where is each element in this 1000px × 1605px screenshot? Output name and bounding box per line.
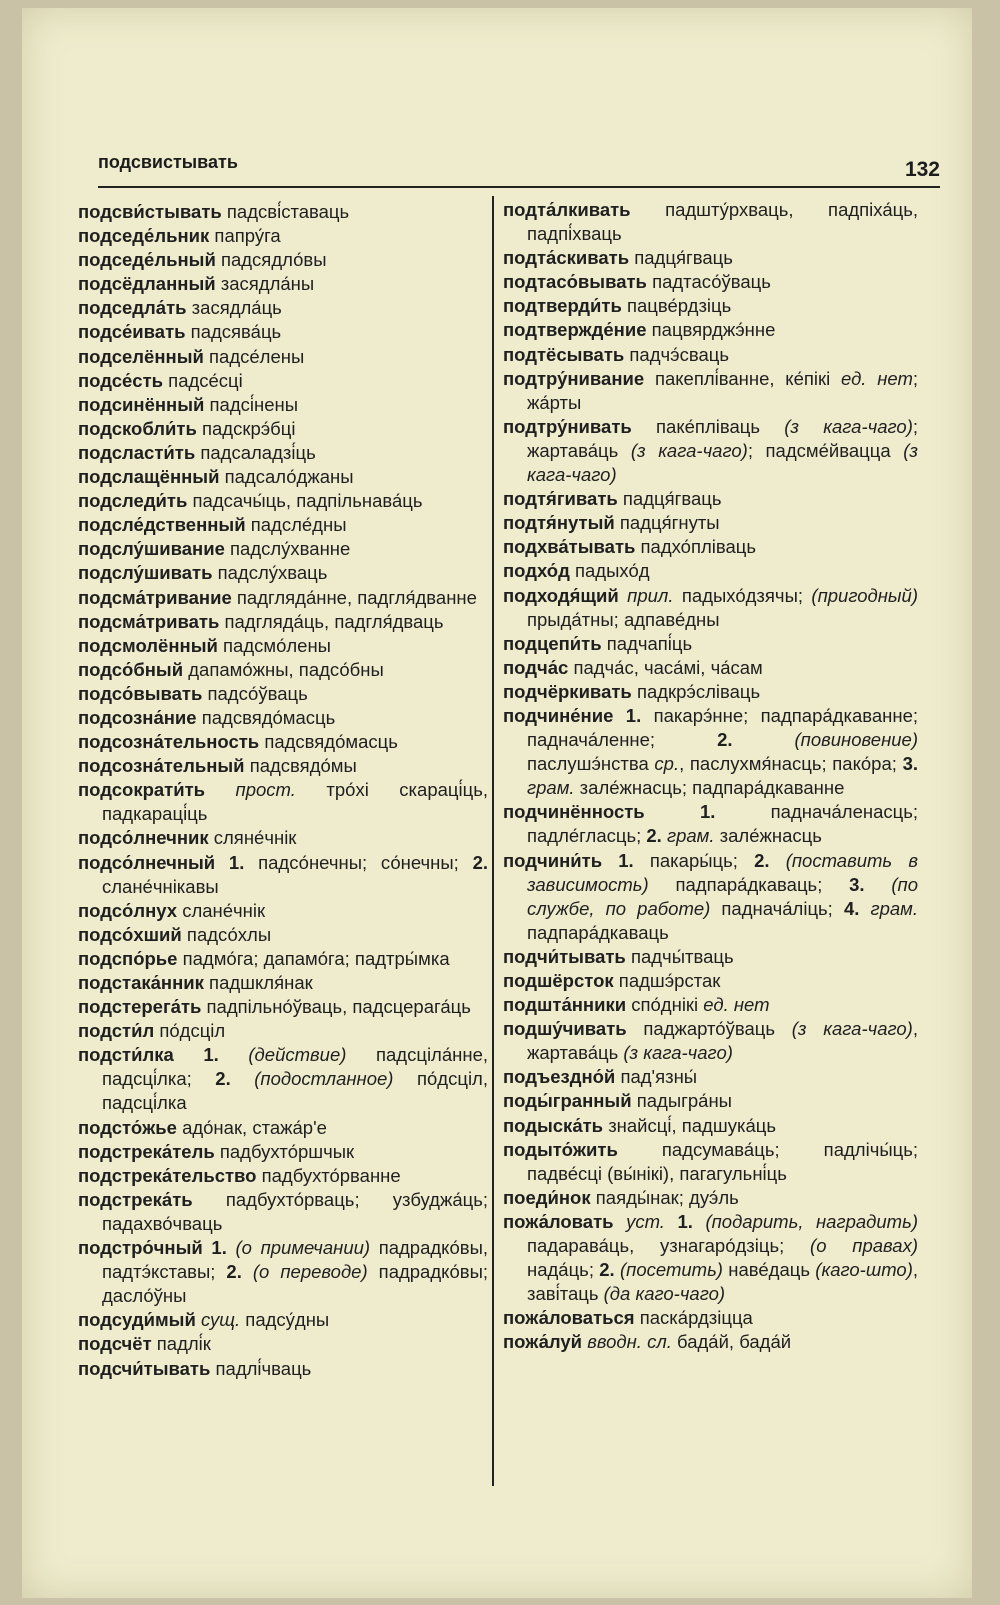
entry-headword: подсуди́мый: [78, 1309, 196, 1331]
sense-number: 2.: [754, 849, 770, 871]
entry-headword: подсти́лка: [78, 1044, 174, 1066]
entry-translation: [865, 874, 892, 895]
entry-translation: [231, 1068, 255, 1089]
entry-translation: падшкля́нак: [209, 972, 313, 993]
entry-headword: подтя́нутый: [503, 512, 615, 534]
entry-headword: подсласти́ть: [78, 441, 196, 463]
entry-headword: подсозна́тельный: [78, 755, 245, 777]
dictionary-entry: [78, 465, 488, 489]
entry-translation: падмо́га; дапамо́га; падтры́мка: [182, 947, 450, 969]
entry-headword: подстрека́тельство: [78, 1164, 257, 1186]
entry-translation: [227, 1237, 236, 1258]
entry-headword: подчи́тывать: [503, 945, 626, 967]
entry-label: грам.: [527, 777, 575, 799]
entry-translation: падсле́дны: [250, 514, 347, 536]
entry-translation: падсачы́ць, падпільнава́ць: [192, 490, 423, 512]
entry-translation: падбухто́рваць; узбуджа́ць; падахво́чваць: [102, 1188, 488, 1234]
right-column: [503, 198, 918, 1355]
entry-translation: падыгра́ны: [636, 1090, 732, 1112]
dictionary-entry: [78, 778, 488, 826]
entry-headword: пожа́ловать: [503, 1210, 614, 1232]
entry-label: (каго-што): [815, 1259, 913, 1281]
entry-headword: подсмолённый: [78, 634, 218, 656]
dictionary-entry: [503, 415, 918, 487]
entry-headword: подтвержде́ние: [503, 319, 647, 341]
entry-translation: падпара́дкаваць;: [648, 873, 850, 895]
dictionary-entry: [78, 200, 488, 224]
sense-number: 1.: [618, 849, 634, 871]
sense-number: 3.: [902, 753, 918, 775]
entry-headword: подтёсывать: [503, 343, 625, 365]
entry-headword: подхва́тывать: [503, 536, 636, 558]
entry-translation: падсві́ставаць: [226, 201, 350, 222]
entry-translation: падсвядо́масць: [264, 731, 398, 753]
entry-headword: подчёркивать: [503, 680, 632, 702]
entry-label: (подостланное): [254, 1068, 394, 1090]
entry-translation: падбухто́рванне: [261, 1164, 401, 1186]
dictionary-entry: [78, 224, 488, 248]
entry-headword: поды́гранный: [503, 1090, 632, 1112]
dictionary-entry: [503, 1017, 918, 1065]
entry-headword: подсозна́тельность: [78, 731, 260, 753]
dictionary-entry: [78, 1332, 488, 1356]
entry-translation: падсі́нены: [209, 393, 298, 415]
entry-translation: пацве́рдзіць: [626, 295, 732, 317]
entry-translation: ; падсме́йвацца: [747, 439, 904, 461]
entry-translation: падсмо́лены: [223, 634, 331, 656]
entry-headword: подсо́лнечный: [78, 851, 216, 873]
entry-translation: падрадко́вы; дасло́ўны: [102, 1261, 488, 1307]
dictionary-entry: [78, 658, 488, 682]
entry-translation: [242, 1261, 253, 1282]
entry-headword: подсти́л: [78, 1020, 155, 1042]
entry-headword: подслу́шивание: [78, 538, 225, 560]
dictionary-entry: [503, 680, 918, 704]
entry-headword: подшёрсток: [503, 970, 614, 991]
entry-headword: подчини́ть: [503, 849, 603, 871]
entry-translation: падслу́хваць: [217, 562, 328, 584]
entry-translation: падшэ́рстак: [618, 970, 721, 991]
dictionary-entry: [503, 584, 918, 632]
entry-translation: падсумава́ць; падлічы́ць; падве́сці (вы́нікі), пагагульні́ць: [527, 1138, 918, 1184]
entry-headword: подхо́д: [503, 560, 570, 582]
entry-headword: подцепи́ть: [503, 632, 602, 654]
entry-translation: засядла́ны: [220, 273, 315, 295]
entry-translation: зале́жнасць: [714, 825, 822, 847]
dictionary-entry: [503, 1114, 918, 1138]
entry-label: (подарить, наградить): [705, 1210, 918, 1232]
entry-translation: бада́й, бада́й: [671, 1331, 792, 1353]
entry-headword: подтру́нивать: [503, 415, 632, 437]
entry-headword: подсви́стывать: [78, 201, 222, 222]
entry-label: ср.: [654, 753, 680, 775]
entry-label: (да каго-чаго): [603, 1283, 726, 1305]
entry-translation: , паслухмя́насць; пако́ра;: [679, 753, 903, 775]
dictionary-entry: [78, 971, 488, 995]
dictionary-entry: [78, 369, 488, 393]
entry-translation: паслушэ́нства: [527, 753, 655, 775]
dictionary-entry: [503, 535, 918, 559]
entry-translation: падсвядо́масць: [201, 706, 336, 728]
dictionary-entry: [78, 1043, 488, 1115]
entry-translation: падсе́лены: [209, 345, 305, 367]
entry-headword: подтя́гивать: [503, 488, 618, 510]
entry-headword: подсо́лнечник: [78, 827, 209, 849]
sense-number: 4.: [843, 897, 860, 919]
dictionary-entry: [503, 367, 918, 415]
entry-translation: пакары́ць;: [633, 849, 755, 871]
dictionary-entry: [78, 537, 488, 561]
entry-label: грам.: [666, 825, 715, 847]
entry-translation: засядла́ць: [191, 297, 282, 319]
entry-headword: подслу́шивать: [78, 562, 213, 584]
entry-label: вводн. сл.: [587, 1331, 672, 1353]
entry-translation: [859, 898, 870, 919]
entry-label: (по службе, по работе): [527, 873, 918, 919]
entry-label: (о правах): [810, 1235, 918, 1257]
entry-headword: подта́лкивать: [503, 199, 631, 220]
entry-headword: подсчи́тывать: [78, 1357, 211, 1379]
entry-label: (з кага-чаго): [784, 415, 913, 437]
entry-label: грам.: [870, 897, 919, 919]
entry-label: ед. нет: [840, 367, 913, 389]
entry-translation: , жартава́ць: [527, 1018, 918, 1064]
entry-headword: подходя́щий: [503, 584, 619, 606]
entry-translation: слане́чнікавы: [102, 875, 219, 897]
dictionary-entry: [78, 826, 488, 850]
dictionary-entry: [503, 1089, 918, 1113]
entry-headword: подта́скивать: [503, 247, 630, 269]
entry-translation: [219, 1044, 249, 1065]
entry-translation: [665, 1211, 678, 1232]
dictionary-entry: [78, 1140, 488, 1164]
entry-translation: папру́га: [214, 225, 281, 247]
header-word: подсвистывать: [98, 152, 238, 172]
entry-translation: падслу́хванне: [230, 538, 351, 560]
entry-label: ед. нет: [703, 994, 770, 1016]
entry-headword: подыто́жить: [503, 1138, 618, 1160]
entry-label: (поставить в зависимость): [527, 849, 918, 895]
page-number: 132: [904, 158, 940, 181]
dictionary-entry: [503, 969, 918, 993]
dictionary-entry: [78, 923, 488, 947]
entry-translation: пацвярджэ́нне: [651, 319, 776, 341]
dictionary-entry: [78, 513, 488, 537]
entry-translation: наве́даць: [722, 1259, 816, 1281]
entry-headword: подседе́льник: [78, 225, 210, 247]
dictionary-entry: [503, 945, 918, 969]
dictionary-entry: [78, 1019, 488, 1043]
dictionary-entry: [78, 754, 488, 778]
entry-translation: паднача́ленасць; падле́гласць;: [527, 801, 918, 847]
dictionary-entry: [503, 246, 918, 270]
dictionary-entry: [503, 1065, 918, 1089]
entry-label: уст.: [626, 1210, 665, 1232]
entry-headword: подсле́дственный: [78, 514, 246, 536]
entry-headword: подча́с: [503, 656, 569, 678]
dictionary-entry: [503, 343, 918, 367]
entry-translation: по́дсціл: [159, 1020, 226, 1042]
entry-translation: паднача́ліць;: [710, 897, 844, 919]
entry-translation: падарава́ць, узнагаро́дзіць;: [527, 1235, 811, 1257]
entry-translation: [693, 1211, 706, 1232]
entry-label: (з кага-чаго): [623, 1042, 733, 1064]
entry-translation: , заві́таць: [527, 1259, 918, 1305]
entry-translation: паяды́нак; дуэ́ль: [595, 1186, 739, 1208]
dictionary-entry: [503, 487, 918, 511]
dictionary-entry: [503, 704, 918, 800]
entry-headword: пожа́ловаться: [503, 1307, 635, 1329]
entry-translation: [733, 729, 795, 750]
sense-number: 1.: [211, 1237, 227, 1259]
entry-translation: [770, 850, 786, 871]
dictionary-entry: [78, 634, 488, 658]
entry-label: (о примечании): [235, 1237, 371, 1259]
dictionary-entry: [78, 851, 488, 899]
dictionary-entry: [503, 1330, 918, 1354]
entry-label: прил.: [627, 584, 674, 606]
entry-translation: адо́нак, стажа́р'е: [182, 1116, 327, 1138]
dictionary-entry: [78, 417, 488, 441]
entry-translation: пад'язны́: [620, 1066, 698, 1088]
dictionary-entry: [503, 800, 918, 848]
entry-headword: подъездно́й: [503, 1066, 616, 1088]
entry-translation: падтасо́ўваць: [652, 271, 771, 293]
column-divider: [492, 196, 494, 1486]
entry-headword: подтасо́вывать: [503, 271, 647, 293]
running-header: [98, 144, 940, 188]
entry-headword: подсо́хший: [78, 923, 182, 945]
dictionary-entry: [503, 632, 918, 656]
entry-translation: падлі́чваць: [215, 1357, 312, 1379]
entry-translation: падсе́сці: [168, 369, 243, 391]
dictionary-entry: [78, 610, 488, 634]
dictionary-entry: [78, 1116, 488, 1140]
entry-headword: подшу́чивать: [503, 1018, 627, 1040]
entry-headword: подсинённый: [78, 393, 205, 415]
entry-headword: подстрека́тель: [78, 1140, 215, 1162]
dictionary-entry: [503, 318, 918, 342]
entry-translation: падгляда́ць, падгля́дваць: [224, 610, 444, 632]
entry-headword: подследи́ть: [78, 490, 188, 512]
dictionary-entry: [78, 706, 488, 730]
entry-translation: прыда́тны; адпаве́дны: [527, 608, 720, 630]
entry-translation: падхо́пліваць: [640, 536, 757, 558]
entry-translation: слане́чнік: [182, 899, 266, 921]
entry-headword: подслащённый: [78, 466, 220, 488]
entry-translation: падця́гваць: [634, 247, 733, 269]
dictionary-entry: [503, 993, 918, 1017]
entry-headword: подскобли́ть: [78, 417, 197, 439]
entry-translation: падпільно́ўваць, падсцерага́ць: [206, 996, 471, 1018]
entry-translation: пакеплі́ванне, ке́пікі: [654, 367, 841, 389]
entry-headword: подсократи́ть: [78, 779, 206, 801]
entry-translation: падчы́тваць: [630, 945, 734, 967]
entry-headword: поеди́нок: [503, 1186, 591, 1208]
entry-translation: падсо́ўваць: [207, 682, 308, 704]
entry-label: (посетить): [620, 1259, 723, 1281]
dictionary-entry: [78, 489, 488, 513]
entry-translation: ; жартава́ць: [527, 415, 918, 461]
entry-translation: падсо́нечны; со́нечны;: [244, 851, 473, 873]
entry-headword: подспо́рье: [78, 947, 178, 969]
entry-headword: подсе́ивать: [78, 321, 186, 343]
dictionary-entry: [503, 656, 918, 680]
entry-translation: падкрэ́сліваць: [636, 680, 761, 702]
sense-number: 2.: [646, 825, 662, 847]
dictionary-entry: [503, 1186, 918, 1210]
entry-translation: паке́пліваць: [656, 415, 785, 437]
dictionary-entry: [78, 947, 488, 971]
dictionary-entry: [78, 1164, 488, 1188]
entry-headword: подстака́нник: [78, 972, 204, 993]
dictionary-entry: [503, 511, 918, 535]
entry-label: (пригодный): [811, 584, 918, 606]
entry-headword: подсозна́ние: [78, 706, 197, 728]
entry-headword: подсчёт: [78, 1333, 152, 1355]
dictionary-entry: [78, 899, 488, 923]
entry-translation: падпара́дкаваць: [527, 921, 669, 943]
dictionary-entry: [78, 345, 488, 369]
entry-headword: подтру́нивание: [503, 367, 645, 389]
entry-label: (повиновение): [794, 729, 918, 751]
entry-translation: зале́жнасць; падпара́дкаванне: [574, 777, 845, 799]
entry-translation: падча́с, часа́мі, ча́сам: [573, 656, 763, 678]
entry-translation: сляне́чнік: [213, 827, 297, 849]
sense-number: 2.: [472, 851, 488, 873]
entry-headword: подстерега́ть: [78, 996, 202, 1018]
entry-translation: дапамо́жны, падсо́бны: [188, 658, 384, 680]
entry-headword: подсе́сть: [78, 369, 164, 391]
entry-translation: паска́рдзіцца: [639, 1307, 753, 1329]
entry-headword: подчинённость: [503, 801, 645, 823]
dictionary-entry: [78, 393, 488, 417]
dictionary-entry: [78, 320, 488, 344]
entry-translation: падсо́хлы: [186, 923, 272, 945]
entry-headword: пожа́луй: [503, 1331, 583, 1353]
entry-translation: падсвядо́мы: [249, 755, 357, 777]
entry-label: (з кага-чаго): [791, 1018, 913, 1040]
entry-translation: падгляда́нне, падгля́дванне: [236, 586, 477, 608]
dictionary-entry: [78, 1188, 488, 1236]
entry-translation: падлі́к: [156, 1333, 211, 1355]
sense-number: 1.: [625, 704, 642, 726]
entry-translation: нада́ць;: [527, 1259, 600, 1281]
sense-number: 2.: [226, 1261, 242, 1283]
entry-translation: падсаладзі́ць: [200, 441, 316, 463]
entry-headword: подыска́ть: [503, 1114, 604, 1136]
entry-label: (з кага-чаго): [527, 439, 918, 486]
dictionary-entry: [78, 586, 488, 610]
dictionary-entry: [78, 1308, 488, 1332]
entry-translation: падсу́дны: [240, 1309, 330, 1331]
entry-translation: падскрэ́бці: [202, 417, 296, 439]
entry-headword: подсма́тривание: [78, 586, 232, 608]
entry-translation: падшту́рхваць, падпіха́ць, падпі́хваць: [527, 199, 918, 245]
entry-translation: падбухто́ршчык: [219, 1140, 355, 1162]
sense-number: 2.: [599, 1259, 615, 1281]
entry-label: прост.: [235, 779, 296, 801]
entry-translation: падсціла́нне, падсці́лка;: [102, 1044, 489, 1090]
sense-number: 2.: [215, 1068, 231, 1090]
entry-translation: падыхо́дзячы;: [673, 584, 812, 606]
entry-translation: падсало́джаны: [224, 466, 354, 488]
dictionary-entry: [503, 294, 918, 318]
entry-headword: подсо́вывать: [78, 682, 203, 704]
entry-headword: подсто́жье: [78, 1116, 177, 1138]
sense-number: 2.: [717, 729, 733, 751]
dictionary-entry: [78, 248, 488, 272]
entry-headword: подсёдланный: [78, 273, 216, 295]
entry-headword: подсо́лнух: [78, 899, 178, 921]
entry-headword: подседе́льный: [78, 249, 216, 271]
entry-translation: падсява́ць: [190, 321, 282, 343]
dictionary-entry: [78, 441, 488, 465]
entry-headword: подшта́нники: [503, 994, 627, 1016]
entry-headword: подсма́тривать: [78, 610, 220, 632]
entry-label: сущ.: [200, 1309, 241, 1331]
dictionary-entry: [78, 296, 488, 320]
entry-translation: падчэ́сваць: [629, 343, 729, 365]
dictionary-entry: [503, 1210, 918, 1306]
entry-translation: спо́днікі: [631, 994, 704, 1016]
entry-translation: паджарто́ўваць: [643, 1018, 792, 1040]
entry-translation: по́дсціл, падсці́лка: [102, 1068, 488, 1114]
entry-headword: подседла́ть: [78, 297, 187, 319]
dictionary-entry: [503, 559, 918, 583]
dictionary-entry: [78, 730, 488, 754]
left-column: [78, 200, 488, 1381]
entry-headword: подсо́бный: [78, 658, 184, 680]
dictionary-entry: [503, 849, 918, 945]
entry-headword: подчине́ние: [503, 704, 614, 726]
entry-translation: падрадко́вы, падтэ́кставы;: [102, 1237, 489, 1283]
entry-translation: ; жа́рты: [527, 367, 919, 413]
entry-translation: падыхо́д: [575, 560, 650, 582]
entry-translation: падця́гваць: [622, 488, 722, 510]
entry-headword: подтверди́ть: [503, 295, 622, 317]
entry-label: (з кага-чаго): [630, 439, 748, 461]
dictionary-entry: [78, 682, 488, 706]
entry-label: (о переводе): [252, 1261, 368, 1283]
sense-number: 1.: [699, 801, 716, 823]
dictionary-entry: [78, 561, 488, 585]
dictionary-entry: [78, 995, 488, 1019]
sense-number: 1.: [203, 1044, 219, 1066]
entry-headword: подстро́чный: [78, 1237, 203, 1259]
entry-headword: подселённый: [78, 345, 204, 367]
dictionary-entry: [503, 270, 918, 294]
dictionary-entry: [503, 1138, 918, 1186]
sense-number: 3.: [849, 873, 865, 895]
dictionary-entry: [503, 1306, 918, 1330]
entry-translation: тро́хі скараці́ць, падкараці́ць: [102, 779, 489, 825]
sense-number: 1.: [228, 851, 245, 873]
dictionary-entry: [78, 272, 488, 296]
entry-headword: подстрека́ть: [78, 1188, 193, 1210]
entry-translation: пакарэ́нне; падпара́дкаванне; паднача́ленне;: [527, 704, 919, 751]
entry-translation: падця́гнуты: [619, 512, 720, 534]
dictionary-entry: [503, 198, 918, 246]
entry-label: (действие): [248, 1044, 347, 1066]
entry-translation: падчапі́ць: [606, 632, 693, 654]
dictionary-entry: [78, 1236, 488, 1308]
entry-translation: знайсці́, падшука́ць: [608, 1114, 776, 1136]
entry-translation: падсядло́вы: [220, 249, 327, 271]
dictionary-entry: [78, 1357, 488, 1381]
sense-number: 1.: [677, 1210, 693, 1232]
